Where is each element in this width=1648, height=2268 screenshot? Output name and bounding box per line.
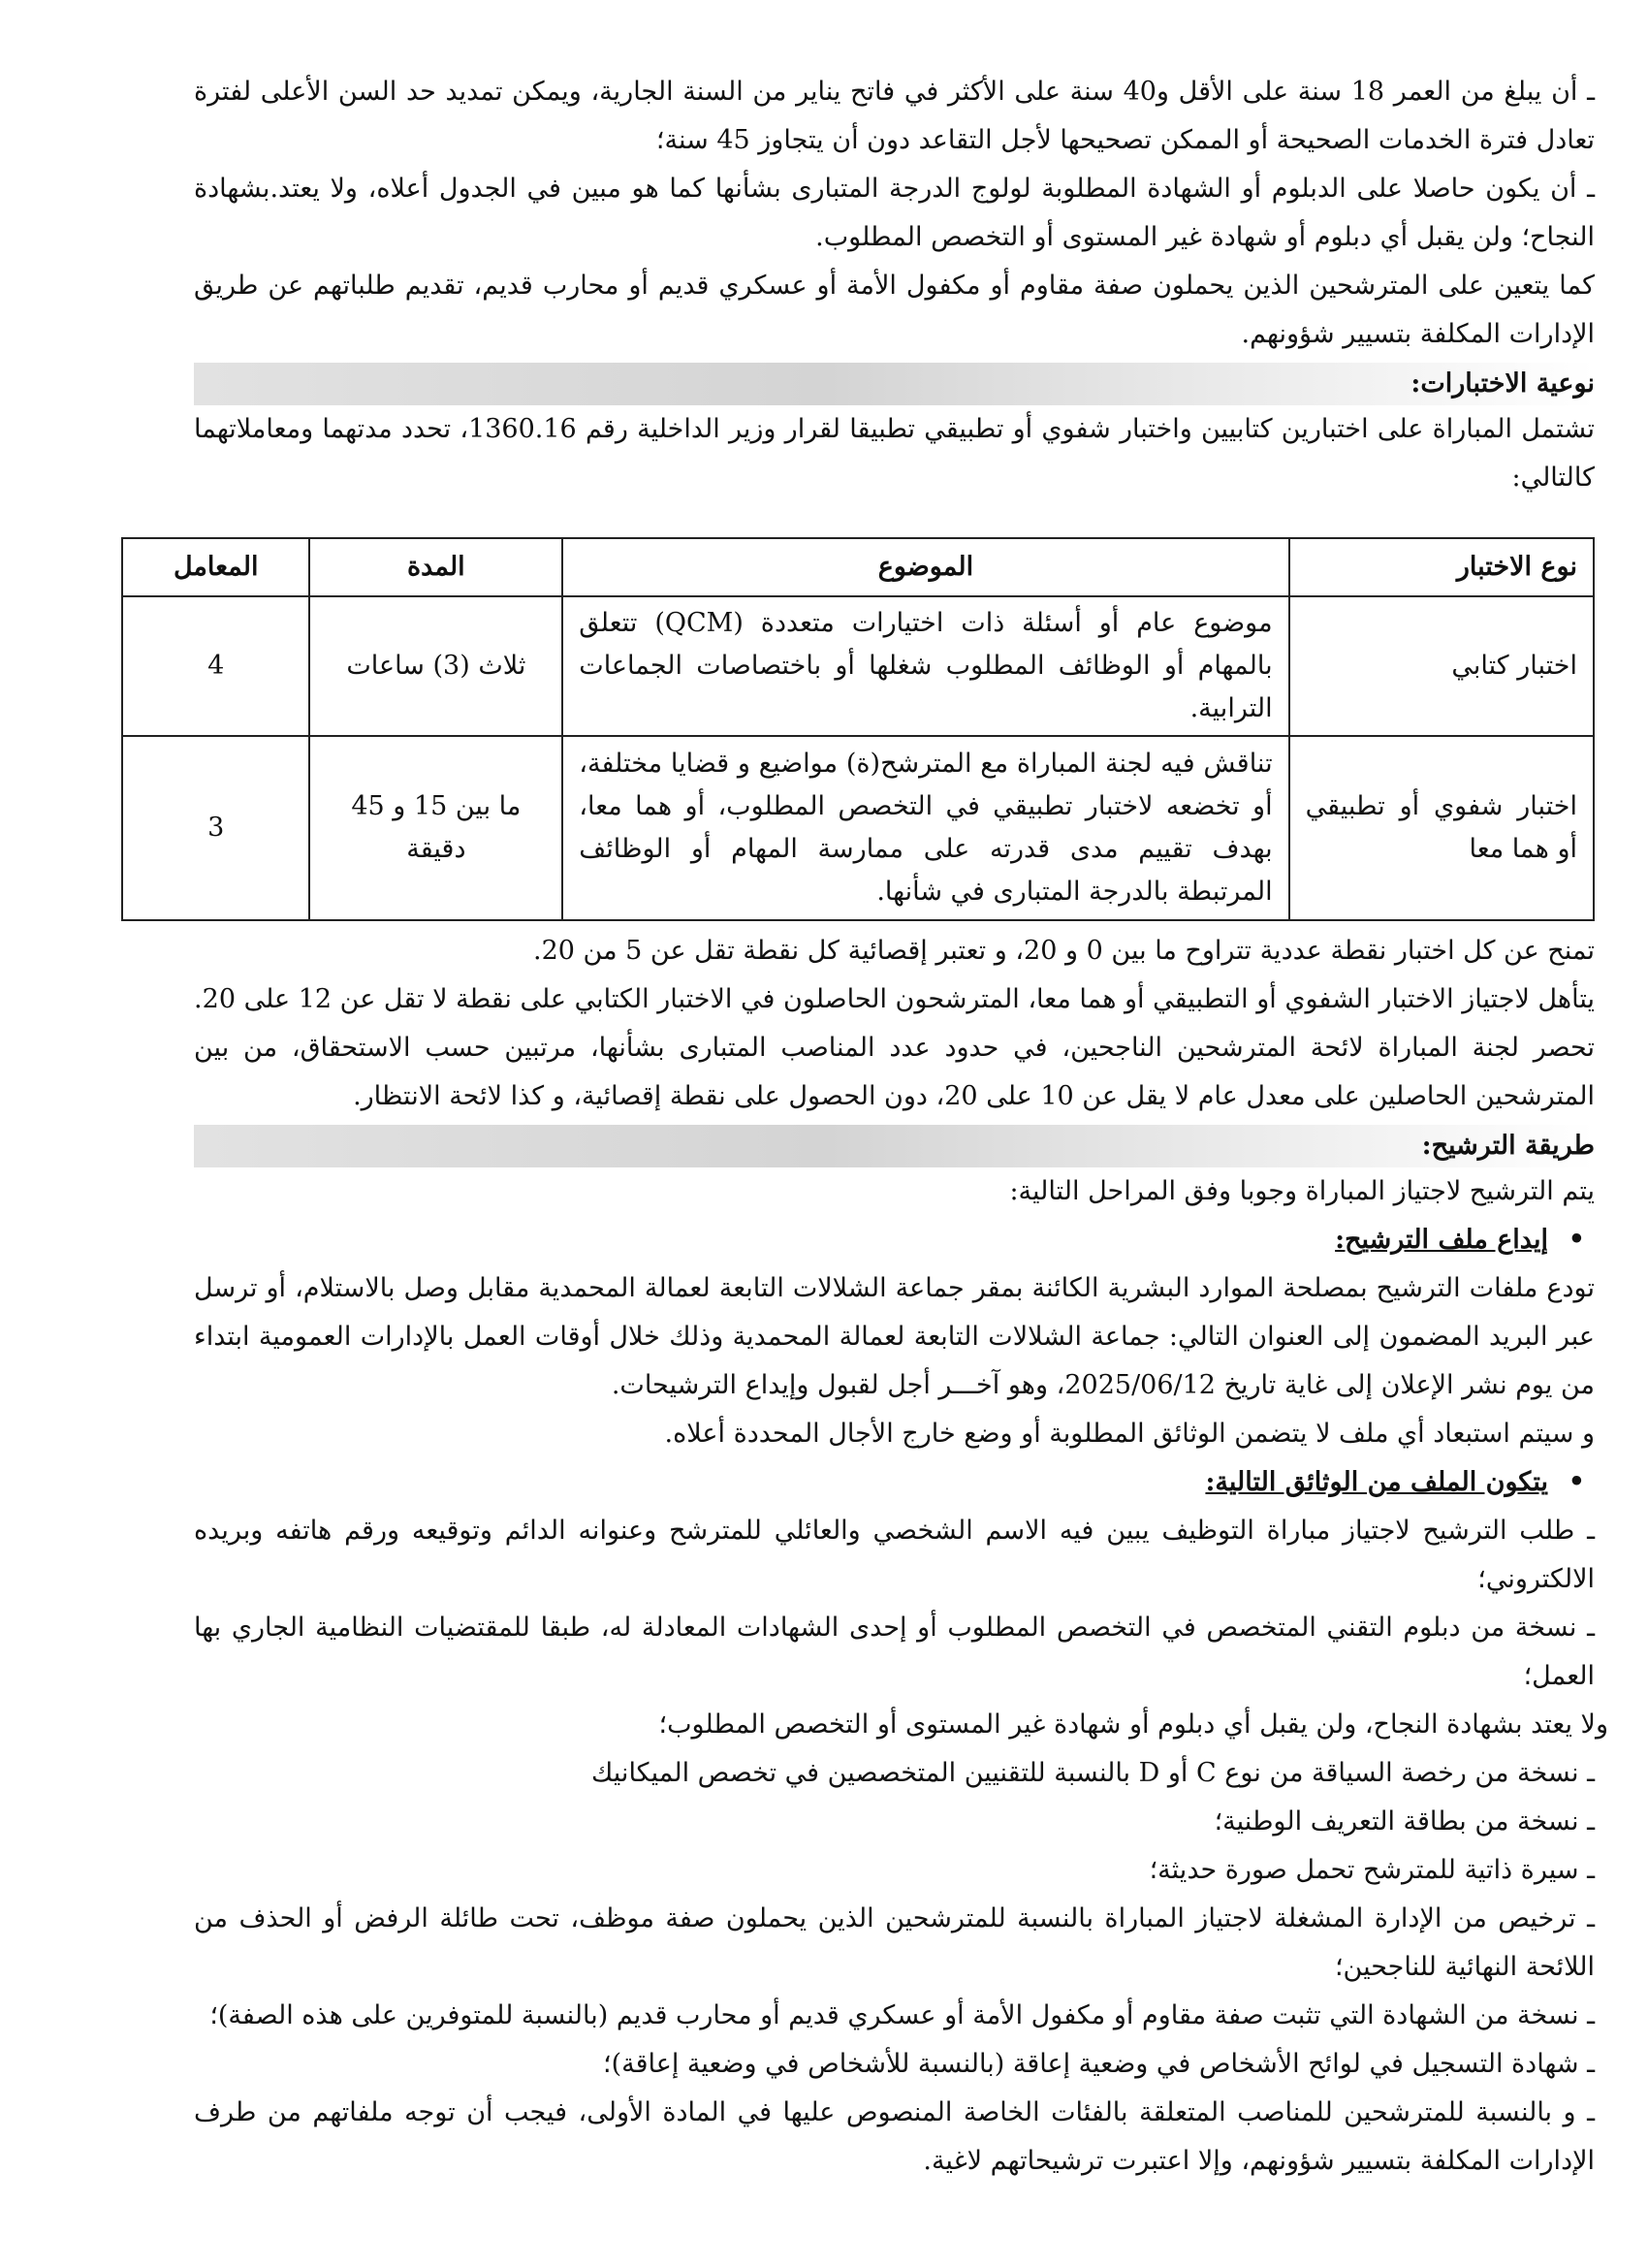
row-coefficient: 4 [122,596,309,736]
row-type: اختبار كتابي [1289,596,1594,736]
header-duration: المدة [309,538,562,596]
row-type: اختبار شفوي أو تطبيقي أو هما معا [1289,736,1594,920]
list-item: ـ نسخة من رخصة السياقة من نوع C أو D بالنسبة للتقنيين المتخصصين في تخصص الميكانيك [591,1758,1595,1788]
document-page [173,68,1608,2186]
exclusion-text: و سيتم استبعاد أي ملف لا يتضمن الوثائق المطلوبة أو وضع خارج الأجال المحددة أعلاه. [664,1419,1595,1449]
deposit-heading [194,1216,1595,1264]
header-type: نوع الاختبار [1289,538,1594,596]
table-row [122,736,1594,920]
header-coefficient: المعامل [122,538,309,596]
row-duration: ما بين 15 و 45 دقيقة [309,736,562,920]
tests-intro: تشتمل المباراة على اختبارين كتابيين واختبار شفوي أو تطبيقي تطبيقا لقرار وزير الداخلية رقم 1360.16، تحدد مدتهما ومعاملاتهما كالتالي: [194,414,1596,493]
list-item: ـ نسخة من بطاقة التعريف الوطنية؛ [1214,1806,1595,1837]
row-subject: موضوع عام أو أسئلة ذات اختيارات متعددة (QCM) تتعلق بالمهام أو الوظائف المطلوب شغلها أو باختصاصات الجماعات الترابية. [562,596,1288,736]
tests-section-title: نوعية الاختبارات: [194,363,1595,405]
scoring-grade: تمنح عن كل اختبار نقطة عددية تتراوح ما بين 0 و 20، و تعتبر إقصائية كل نقطة تقل عن 5 من 20. [533,936,1595,966]
scoring-eligibility: يتأهل لاجتياز الاختبار الشفوي أو التطبيقي أو هما معا، المترشحون الحاصلون في الاختبار الكتابي على نقطة لا تقل عن 12 على 20. [194,984,1595,1014]
header-subject: الموضوع [562,538,1288,596]
row-duration: ثلاث (3) ساعات [309,596,562,736]
condition-diploma: ـ أن يكون حاصلا على الدبلوم أو الشهادة المطلوبة لولوج الدرجة المتبارى بشأنها كما هو مبين في الجدول أعلاه، ولا يعتد.بشهادة النجاح؛ ولن يقبل أي دبلوم أو شهادة غير المستوى أو التخصص المطلوب. [194,174,1595,252]
list-item: ـ و بالنسبة للمترشحين للمناصب المتعلقة بالفئات الخاصة المنصوص عليها في المادة الأولى، فيجب أن توجه ملفاتهم من طرف الإدارات المكلفة بتسيير شؤونهم، وإلا اعتبرت ترشيحاتهم لاغية. [194,2097,1595,2176]
list-item: ـ نسخة من الشهادة التي تثبت صفة مقاوم أو مكفول الأمة أو عسكري قديم أو محارب قديم (بالنسبة للمتوفرين على هذه الصفة)؛ [209,2000,1595,2030]
deposit-text: تودع ملفات الترشيح بمصلحة الموارد البشرية الكائنة بمقر جماعة الشلالات التابعة لعمالة المحمدية مقابل وصل بالاستلام، أو ترسل عبر البريد المضمون إلى العنوان التالي: جماعة الشلالات التابعة لعمالة المحمدية وذلك خلال أوقات العمل بالإدارات العمومية ابتداء من يوم نشر الإعلان إلى غاية تاريخ 2025/06/12، وهو آخـــر أجل لقبول وإيداع الترشيحات. [194,1273,1595,1400]
condition-age: ـ أن يبلغ من العمر 18 سنة على الأقل و40 سنة على الأكثر في فاتح يناير من السنة الجارية، ويمكن تمديد حد السن الأعلى لفترة تعادل فترة الخدمات الصحيحة أو الممكن تصحيحها لأجل التقاعد دون أن يتجاوز 45 سنة؛ [194,77,1595,155]
exam-table [121,537,1595,921]
exam-table-header-row [122,538,1594,596]
row-coefficient: 3 [122,736,309,920]
bullet-icon: • [1568,1467,1585,1497]
deposit-heading-label: إيداع ملف الترشيح: [1335,1225,1548,1255]
row-subject: تناقش فيه لجنة المباراة مع المترشح(ة) مواضيع و قضايا مختلفة، أو تخضعه لاختبار تطبيقي في التخصص المطلوب، أو هما معا، بهدف تقييم مدى قدرته على ممارسة المهام أو الوظائف المرتبطة بالدرجة المتبارى في شأنها. [562,736,1288,920]
scoring-final-list: تحصر لجنة المباراة لائحة المترشحين الناجحين، في حدود عدد المناصب المتبارى بشأنها، مرتبين حسب الاستحقاق، من بين المترشحين الحاصلين على معدل عام لا يقل عن 10 على 20، دون الحصول على نقطة إقصائية، و كذا لائحة الانتظار. [194,1033,1595,1111]
table-row [122,596,1594,736]
bullet-icon: • [1568,1225,1585,1255]
list-item: ـ سيرة ذاتية للمترشح تحمل صورة حديثة؛ [1149,1855,1595,1885]
docs-heading [194,1458,1595,1507]
application-section-title: طريقة الترشيح: [194,1125,1595,1167]
condition-veterans: كما يتعين على المترشحين الذين يحملون صفة مقاوم أو مكفول الأمة أو عسكري قديم أو محارب قديم، تقديم طلباتهم عن طريق الإدارات المكلفة بتسيير شؤونهم. [194,271,1595,349]
list-item: ـ ترخيص من الإدارة المشغلة لاجتياز المباراة بالنسبة للمترشحين الذين يحملون صفة موظف، تحت طائلة الرفض أو الحذف من اللائحة النهائية للناجحين؛ [194,1903,1595,1982]
docs-note: ولا يعتد بشهادة النجاح، ولن يقبل أي دبلوم أو شهادة غير المستوى أو التخصص المطلوب؛ [658,1709,1608,1740]
list-item: ـ شهادة التسجيل في لوائح الأشخاص في وضعية إعاقة (بالنسبة للأشخاص في وضعية إعاقة)؛ [602,2049,1595,2079]
list-item: ـ نسخة من دبلوم التقني المتخصص في التخصص المطلوب أو إحدى الشهادات المعادلة له، طبقا للمقتضيات النظامية الجاري بها العمل؛ [194,1613,1595,1691]
docs-heading-label: يتكون الملف من الوثائق التالية: [1205,1467,1548,1497]
list-item: ـ طلب الترشيح لاجتياز مباراة التوظيف يبين فيه الاسم الشخصي والعائلي للمترشح وعنوانه الدائم وتوقيعه ورقم هاتفه وبريده الالكتروني؛ [194,1516,1595,1594]
application-intro: يتم الترشيح لاجتياز المباراة وجوبا وفق المراحل التالية: [1009,1176,1595,1206]
